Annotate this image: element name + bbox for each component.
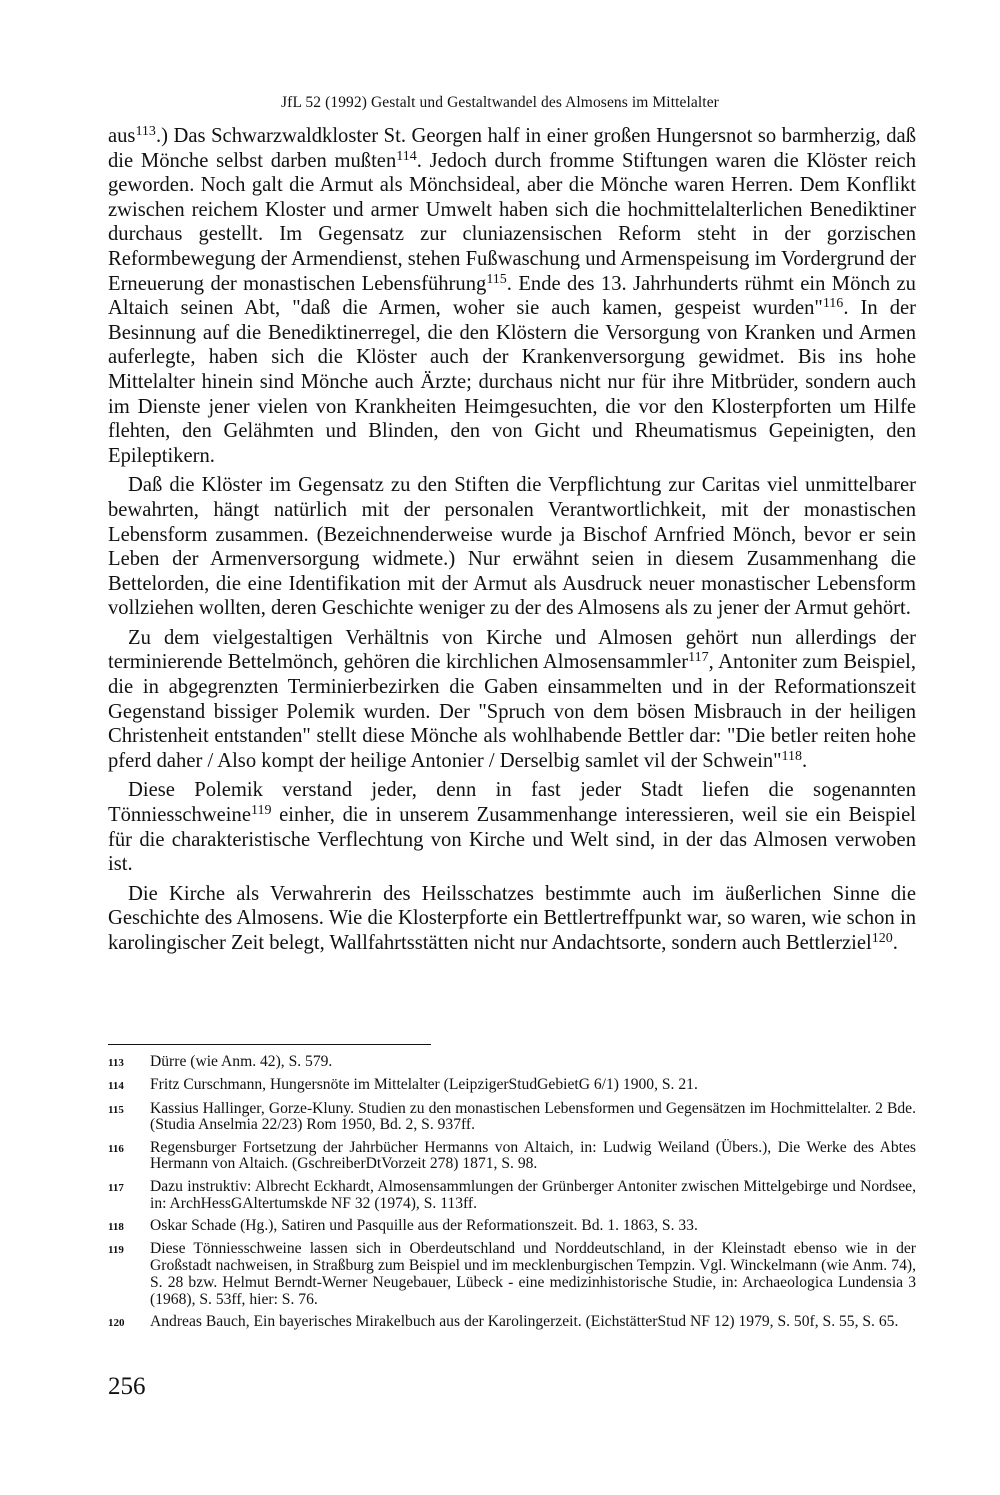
footnote-text: Regensburger Fortsetzung der Jahrbücher Hermanns von Altaich, in: Ludwig Weiland (Übers.), Die Werke des Abtes Hermann von Altaich. (GschreiberDtVorzeit 278) 1871, S. 98. xyxy=(150,1138,916,1173)
text-run: , Antoniter zum Beispiel, die in abgegrenzten Terminierbezirken die Gaben einsammelten und in der Reformationszeit Gegenstand bissiger Polemik wurden. Der "Spruch von dem bösen Misbrauch in der heiligen Christenheit entstanden" stellt diese Mönche als wohlhabende Bettler dar: "Die betler reiten hohe pferd daher / Also kompt der heilige Antonier / Derselbig samlet vil der Schwein" xyxy=(108,651,916,772)
footnote-text: Kassius Hallinger, Gorze-Kluny. Studien zu den monastischen Lebensformen und Gegensätzen im Hochmittelalter. 2 Bde. (Studia Anselmia 22/23) Rom 1950, Bd. 2, S. 937ff. xyxy=(150,1099,916,1134)
footnote-number: 120 xyxy=(108,1316,125,1329)
footnote xyxy=(108,1241,916,1308)
footnote-text: Dürre (wie Anm. 42), S. 579. xyxy=(150,1053,333,1070)
footnote-number: 119 xyxy=(108,1244,124,1257)
text-run: Diese Polemik verstand jeder, denn in fast jeder Stadt liefen die sogenannten Tönniesschweine xyxy=(108,779,916,827)
footnote-text: Fritz Curschmann, Hungersnöte im Mittelalter (LeipzigerStudGebietG 6/1) 1900, S. 21. xyxy=(150,1076,698,1094)
text-run: einher, die in unserem Zusammenhange interessieren, weil sie ein Beispiel für die charakteristische Verflechtung von Kirche und Welt sind, in der das Almosen verwoben ist. xyxy=(108,804,916,876)
footnote-ref: 113 xyxy=(135,124,156,139)
footnote xyxy=(108,1077,916,1095)
footnote xyxy=(108,1179,916,1213)
footnote-ref: 117 xyxy=(688,650,709,666)
paragraph xyxy=(108,778,916,876)
page-number: 256 xyxy=(108,1373,146,1400)
footnote-ref: 119 xyxy=(250,803,272,819)
text-run: . In der Besinnung auf die Benediktinerregel, die den Klöstern die Versorgung von Kranken und Armen auferlegte, haben sich die Klöster auch der Krankenversorgung gewidmet. Bis ins hohe Mittelalter hinein sind Mönche auch Ärzte; durchaus nicht nur für ihre Mitbrüder, sondern auch im Dienste jener vielen von Krankheiten Heimgesuchten, die vor den Klosterpforten um Hilfe flehten, den Gelähmten und Blinden, den von Gicht und Rheumatismus Gepeinigten, den Epileptikern. xyxy=(108,297,916,467)
footnote-number: 113 xyxy=(108,1057,124,1069)
footnote-number: 116 xyxy=(108,1142,124,1155)
footnote-text: Dazu instruktiv: Albrecht Eckhardt, Almosensammlungen der Grünberger Antoniter zwischen Mittelgebirge und Nordsee, in: ArchHessGAltertumskde NF 32 (1974), S. 113ff. xyxy=(150,1177,916,1212)
text-run: . xyxy=(892,932,898,954)
footnote xyxy=(108,1140,916,1174)
footnote xyxy=(108,1314,916,1332)
footnote xyxy=(108,1218,916,1236)
text-run: . xyxy=(802,749,808,772)
footnote-ref: 116 xyxy=(822,296,844,312)
paragraph xyxy=(108,124,916,468)
text-run: Die Kirche als Verwahrerin des Heilsschatzes bestimmte auch im äußerlichen Sinne die Geschichte des Almosens. Wie die Klosterpforte ein Bettlertreffpunkt war, so waren, wie schon in karolingischer Zeit belegt, Wallfahrtsstätten nicht nur Andachtsorte, sondern auch Bettlerziel xyxy=(108,882,916,954)
body-text xyxy=(108,124,916,961)
footnote-number: 114 xyxy=(108,1080,124,1093)
text-run: aus xyxy=(108,125,136,147)
footnote-ref: 120 xyxy=(871,931,893,946)
footnote xyxy=(108,1054,916,1072)
footnote-number: 115 xyxy=(108,1103,124,1116)
paragraph xyxy=(108,473,916,621)
footnote-number: 118 xyxy=(108,1220,124,1233)
footnote-text: Oskar Schade (Hg.), Satiren und Pasquille aus der Reformationszeit. Bd. 1. 1863, S. 33. xyxy=(150,1216,698,1234)
text-run: Zu dem vielgestaltigen Verhältnis von Kirche und Almosen gehört nun allerdings der terminierende Bettelmönch, gehören die kirchlichen Almosensammler xyxy=(108,626,916,674)
text-run: . Jedoch durch fromme Stiftungen waren die Klöster reich geworden. Noch galt die Armut als Mönchsideal, aber die Mönche waren Herren. Dem Konflikt zwischen reichem Kloster und armer Umwelt haben sich die hochmittelalterlichen Benediktiner durchaus gestellt. Im Gegensatz zur cluniazensischen Reform steht in der gorzischen Reformbewegung der Armendienst, stehen Fußwaschung und Armenspeisung im Vordergrund der Erneuerung der monastischen Lebensführung xyxy=(108,149,916,295)
paragraph xyxy=(108,626,916,774)
paragraph xyxy=(108,882,916,956)
running-header xyxy=(0,94,1000,112)
text-run: Daß die Klöster im Gegensatz zu den Stiften die Verpflichtung zur Caritas viel unmittelbarer bewahrten, hängt natürlich mit der personalen Verantwortlichkeit, mit der monastischen Lebensform zusammen. (Bezeichnenderweise wurde ja Bischof Arnfried Mönch, bevor er sein Leben der Armenversorgung widmete.) Nur erwähnt seien in diesem Zusammenhang die Bettelorden, die eine Identifikation mit der Armut als Ausdruck neuer monastischer Lebensform vollziehen wollten, deren Geschichte weniger zu der des Almosens als zu jener der Armut gehört. xyxy=(108,474,916,620)
footnote xyxy=(108,1101,916,1135)
running-title: JfL 52 (1992) Gestalt und Gestaltwandel des Almosens im Mittelalter xyxy=(281,94,719,111)
footnote-number: 117 xyxy=(108,1181,124,1194)
text-run: .) Das Schwarzwaldkloster St. Georgen half in einer großen Hungersnot so barmherzig, daß die Mönche selbst darben mußten xyxy=(108,125,916,172)
footnote-ref: 114 xyxy=(396,148,417,164)
footnote-ref: 118 xyxy=(781,748,803,764)
footnote-divider xyxy=(108,1044,431,1045)
footnotes xyxy=(108,1054,916,1337)
footnote-ref: 115 xyxy=(486,271,507,287)
footnote-text: Andreas Bauch, Ein bayerisches Mirakelbuch aus der Karolingerzeit. (EichstätterStud NF 12) 1979, S. 50f, S. 55, S. 65. xyxy=(150,1312,899,1330)
text-run: . Ende des 13. Jahrhunderts rühmt ein Mönch zu Altaich seinen Abt, "daß die Armen, woher sie auch kamen, gespeist wurden" xyxy=(108,272,916,320)
footnote-text: Diese Tönniesschweine lassen sich in Oberdeutschland und Norddeutschland, in der Kleinstadt ebenso wie in der Großstadt nachweisen, in Straßburg zum Beispiel und im mecklenburgischen Tempzin. Vgl. Winckelmann (wie Anm. 74), S. 28 bzw. Helmut Berndt-Werner Neugebauer, Lübeck - eine medizinhistorische Studie, in: Archaeologica Lundensia 3 (1968), S. 53ff, hier: S. 76. xyxy=(150,1240,916,1308)
